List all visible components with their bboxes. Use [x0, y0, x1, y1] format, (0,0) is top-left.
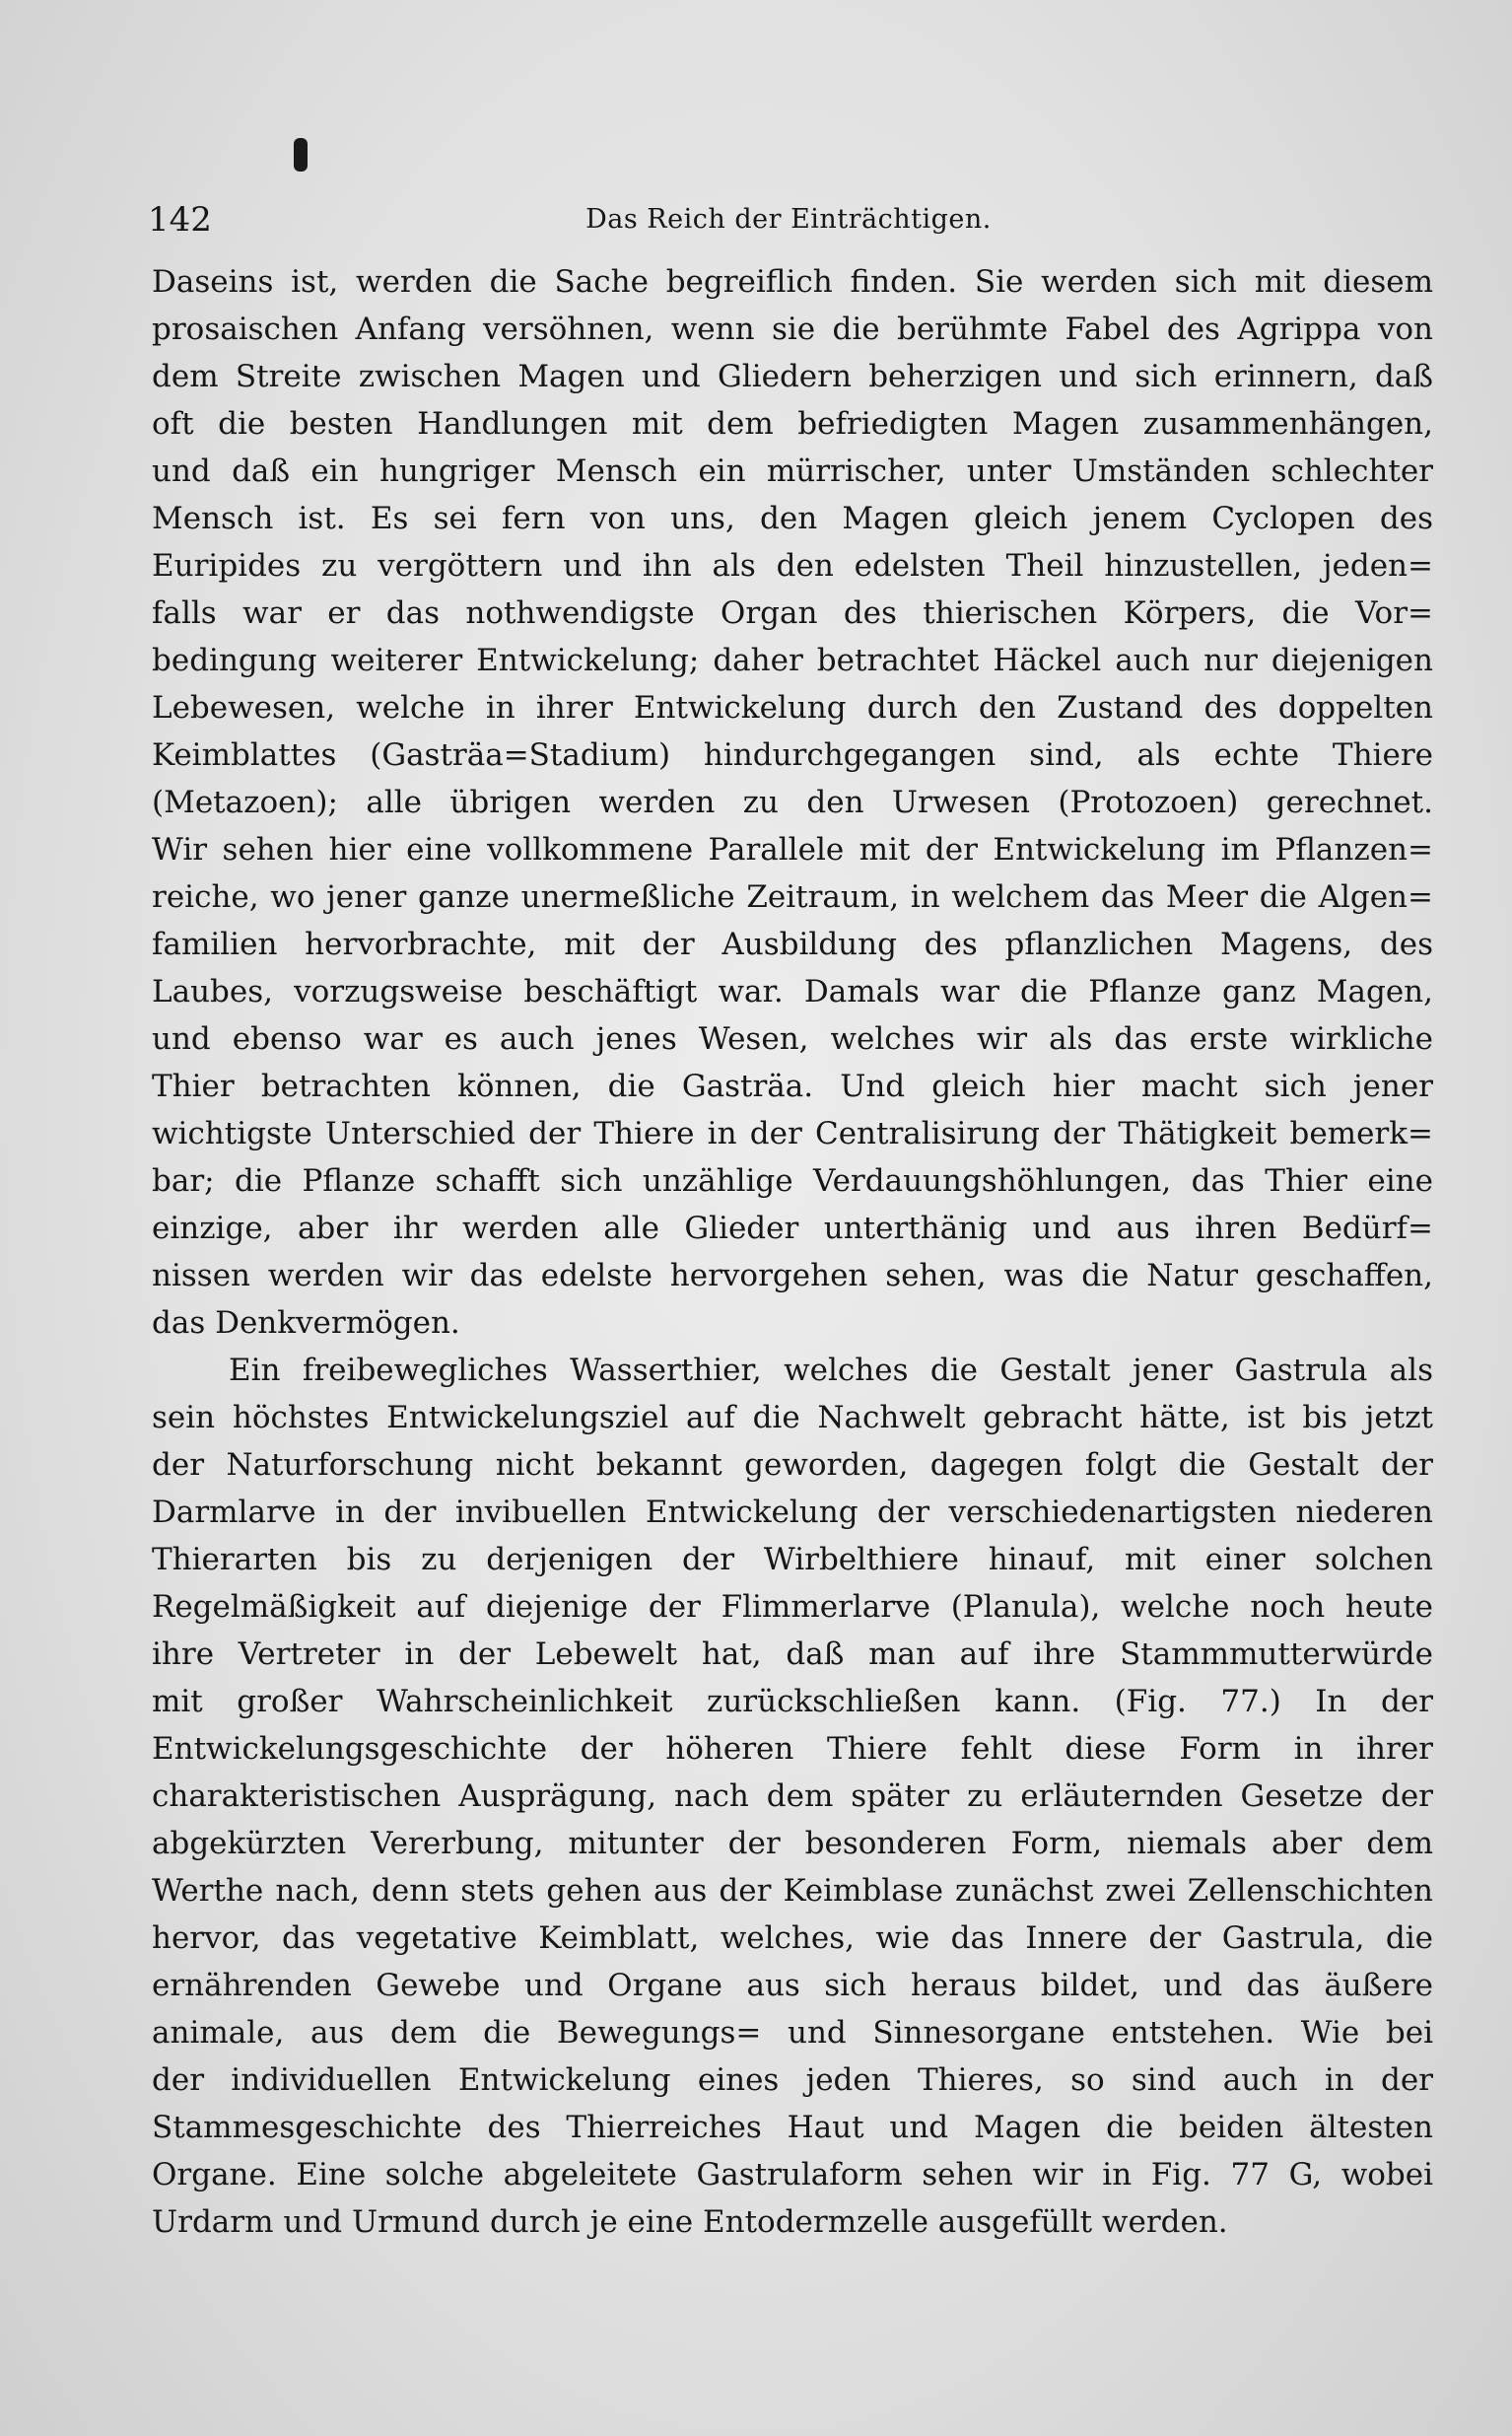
text-line: der individuellen Entwickelung eines jeden Thieres, so sind auch in der — [152, 2062, 1433, 2098]
text-line: animale, aus dem die Bewegungs= und Sinnesorgane entstehen. Wie bei — [152, 2015, 1433, 2051]
text-line: Organe. Eine solche abgeleitete Gastrulaform sehen wir in Fig. 77 G, wobei — [152, 2157, 1433, 2192]
text-line: und ebenso war es auch jenes Wesen, welches wir als das erste wirkliche — [152, 1021, 1433, 1057]
text-line: Lebewesen, welche in ihrer Entwickelung durch den Zustand des doppelten — [152, 690, 1433, 726]
page-number: 142 — [148, 200, 212, 240]
text-line: sein höchstes Entwickelungsziel auf die Nachwelt gebracht hätte, ist bis jetzt — [152, 1400, 1433, 1435]
text-line: Euripides zu vergöttern und ihn als den edelsten Theil hinzustellen, jeden= — [152, 548, 1433, 584]
text-line: ernährenden Gewebe und Organe aus sich heraus bildet, und das äußere — [152, 1968, 1433, 2003]
text-line: Regelmäßigkeit auf diejenige der Flimmerlarve (Planula), welche noch heute — [152, 1589, 1433, 1625]
text-line: familien hervorbrachte, mit der Ausbildung des pflanzlichen Magens, des — [152, 927, 1433, 962]
text-line: dem Streite zwischen Magen und Gliedern beherzigen und sich erinnern, daß — [152, 359, 1433, 394]
text-line: das Denkvermögen. — [152, 1305, 460, 1341]
text-line: falls war er das nothwendigste Organ des thierischen Körpers, die Vor= — [152, 595, 1433, 631]
text-line: oft die besten Handlungen mit dem befriedigten Magen zusammenhängen, — [152, 406, 1433, 442]
text-line: Thierarten bis zu derjenigen der Wirbelthiere hinauf, mit einer solchen — [152, 1542, 1433, 1577]
paragraph — [152, 258, 1433, 1347]
text-line: Daseins ist, werden die Sache begreiflich finden. Sie werden sich mit diesem — [152, 264, 1433, 300]
text-line: Stammesgeschichte des Thierreiches Haut und Magen die beiden ältesten — [152, 2110, 1433, 2145]
text-line: reiche, wo jener ganze unermeßliche Zeitraum, in welchem das Meer die Algen= — [152, 879, 1433, 915]
text-line: Thier betrachten können, die Gasträa. Und gleich hier macht sich jener — [152, 1069, 1433, 1104]
text-line: Mensch ist. Es sei fern von uns, den Magen gleich jenem Cyclopen des — [152, 501, 1433, 536]
text-line: Laubes, vorzugsweise beschäftigt war. Damals war die Pflanze ganz Magen, — [152, 974, 1433, 1009]
text-line: der Naturforschung nicht bekannt geworden, dagegen folgt die Gestalt der — [152, 1447, 1433, 1483]
ink-blot — [294, 138, 308, 172]
body-text — [152, 258, 1433, 2246]
text-line: Darmlarve in der invibuellen Entwickelung der verschiedenartigsten niederen — [152, 1495, 1433, 1530]
text-line: Keimblattes (Gasträa=Stadium) hindurchgegangen sind, als echte Thiere — [152, 737, 1433, 773]
text-line: Ein freibewegliches Wasserthier, welches die Gestalt jener Gastrula als — [229, 1353, 1433, 1388]
text-line: bar; die Pflanze schafft sich unzählige Verdauungshöhlungen, das Thier eine — [152, 1163, 1433, 1199]
text-line: Werthe nach, denn stets gehen aus der Keimblase zunächst zwei Zellenschichten — [152, 1873, 1433, 1909]
text-line: (Metazoen); alle übrigen werden zu den Urwesen (Protozoen) gerechnet. — [152, 785, 1433, 820]
paragraph — [152, 1347, 1433, 2246]
text-line: Entwickelungsgeschichte der höheren Thiere fehlt diese Form in ihrer — [152, 1731, 1433, 1767]
text-line: und daß ein hungriger Mensch ein mürrischer, unter Umständen schlechter — [152, 453, 1433, 489]
running-title: Das Reich der Einträchtigen. — [585, 204, 992, 235]
text-line: abgekürzten Vererbung, mitunter der besonderen Form, niemals aber dem — [152, 1826, 1433, 1861]
text-line: ihre Vertreter in der Lebewelt hat, daß man auf ihre Stammmutterwürde — [152, 1636, 1433, 1672]
text-line: Urdarm und Urmund durch je eine Entodermzelle ausgefüllt werden. — [152, 2204, 1228, 2240]
text-line: einzige, aber ihr werden alle Glieder unterthänig und aus ihren Bedürf= — [152, 1211, 1433, 1246]
page-header — [148, 195, 1429, 244]
text-line: Wir sehen hier eine vollkommene Parallele mit der Entwickelung im Pflanzen= — [152, 832, 1433, 868]
text-line: charakteristischen Ausprägung, nach dem später zu erläuternden Gesetze der — [152, 1778, 1433, 1814]
text-line: hervor, das vegetative Keimblatt, welches, wie das Innere der Gastrula, die — [152, 1920, 1433, 1956]
text-line: prosaischen Anfang versöhnen, wenn sie die berühmte Fabel des Agrippa von — [152, 312, 1433, 347]
text-line: bedingung weiterer Entwickelung; daher betrachtet Häckel auch nur diejenigen — [152, 643, 1433, 678]
text-line: mit großer Wahrscheinlichkeit zurückschließen kann. (Fig. 77.) In der — [152, 1684, 1433, 1719]
text-line: wichtigste Unterschied der Thiere in der Centralisirung der Thätigkeit bemerk= — [152, 1116, 1433, 1151]
text-line: nissen werden wir das edelste hervorgehen sehen, was die Natur geschaffen, — [152, 1258, 1433, 1293]
